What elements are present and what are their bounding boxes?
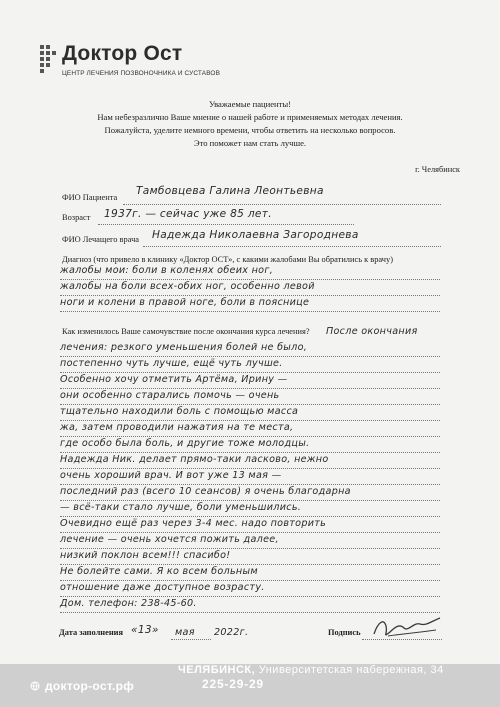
date-month-rule bbox=[171, 639, 211, 640]
footer-phone[interactable]: 225-29-29 bbox=[202, 677, 264, 691]
answer-line: Не болейте сами. Я ко всем больным bbox=[60, 566, 258, 577]
globe-icon bbox=[30, 681, 40, 691]
answer-line: лечение — очень хочется пожить далее, bbox=[60, 534, 279, 545]
clinic-subtitle: ЦЕНТР ЛЕЧЕНИЯ ПОЗВОНОЧНИКА И СУСТАВОВ bbox=[62, 70, 221, 77]
handwritten-signature bbox=[370, 614, 444, 642]
footer-street: Университетская набережная, 34 bbox=[258, 664, 444, 676]
answer-line: постепенно чуть лучше, ещё чуть лучше. bbox=[60, 358, 283, 369]
age-value: 1937г. — сейчас уже 85 лет. bbox=[104, 208, 272, 220]
spine-logo-icon bbox=[38, 44, 58, 74]
answer-line: Дом. телефон: 238-45-60. bbox=[60, 598, 197, 609]
answer-rule bbox=[60, 484, 440, 485]
city-label: г. Челябинск bbox=[415, 165, 460, 174]
signature-label: Подпись bbox=[328, 628, 361, 637]
answer-rule bbox=[60, 404, 440, 405]
intro-line-1: Нам небезразлично Ваше мнение о нашей работе и применяемых методах лечения. bbox=[97, 112, 403, 122]
answer-rule bbox=[60, 468, 440, 469]
diagnosis-rule-3 bbox=[60, 311, 440, 312]
answer-rule bbox=[60, 356, 440, 357]
answer-line: Надежда Ник. делает прямо-таки ласково, нежно bbox=[60, 454, 329, 465]
answer-line: где особо была боль, и другие тоже молодцы. bbox=[60, 438, 310, 449]
footer-website-link[interactable]: доктор-ост.рф bbox=[45, 679, 135, 693]
diagnosis-rule-2 bbox=[60, 295, 440, 296]
date-day: «13» bbox=[131, 624, 159, 636]
answer-rule bbox=[60, 452, 440, 453]
diagnosis-line-3: ноги и колени в правой ноге, боли в пояснице bbox=[60, 297, 310, 308]
date-label: Дата заполнения bbox=[59, 628, 123, 637]
answer-rule bbox=[60, 436, 440, 437]
answer-line: они особенно старались помочь — очень bbox=[60, 390, 280, 401]
patient-name-rule bbox=[123, 204, 441, 205]
answer-line: последний раз (всего 10 сеансов) я очень благодарна bbox=[60, 486, 351, 497]
answer-line: Очевидно ещё раз через 3-4 мес. надо повторить bbox=[60, 518, 327, 529]
answer-rule bbox=[60, 516, 440, 517]
answer-line: отношение даже доступное возрасту. bbox=[60, 582, 265, 593]
clinic-name: Доктор Ост bbox=[62, 42, 183, 65]
intro-greeting: Уважаемые пациенты! bbox=[208, 99, 292, 109]
answer-rule bbox=[60, 500, 440, 501]
answer-line: — всё-таки стало лучше, боли уменьшились. bbox=[60, 502, 302, 513]
diagnosis-rule-1 bbox=[60, 279, 440, 280]
answer-rule bbox=[60, 372, 440, 373]
answer-line: Особенно хочу отметить Артёма, Ирину — bbox=[60, 374, 288, 385]
answer-rule bbox=[60, 596, 440, 597]
answer-rule bbox=[60, 420, 440, 421]
age-rule bbox=[98, 224, 354, 225]
answer-line: жа, затем проводили нажатия на те места, bbox=[60, 422, 294, 433]
answer-line: лечения: резкого уменьшения болей не было, bbox=[60, 342, 308, 353]
doctor-name-value: Надежда Николаевна Загороднева bbox=[152, 229, 359, 241]
date-month: мая bbox=[175, 627, 195, 638]
doctor-name-rule bbox=[143, 246, 441, 247]
diagnosis-line-1: жалобы мои: боли в коленях обеих ног, bbox=[60, 265, 274, 276]
answer-rule bbox=[60, 564, 440, 565]
footer-address bbox=[178, 664, 444, 676]
answer-first-line: После окончания bbox=[326, 326, 418, 337]
diagnosis-line-2: жалобы на боли всех-обих ног, особенно левой bbox=[60, 281, 315, 292]
patient-name-label: ФИО Пациента bbox=[62, 193, 118, 202]
age-label: Возраст bbox=[62, 213, 91, 222]
intro-line-3: Это поможет нам стать лучше. bbox=[193, 138, 307, 148]
answer-rule bbox=[60, 532, 440, 533]
footer-city: ЧЕЛЯБИНСК, bbox=[178, 664, 256, 676]
answer-rule bbox=[60, 612, 440, 613]
patient-name-value: Тамбовцева Галина Леонтьевна bbox=[136, 185, 324, 197]
answer-line: очень хороший врач. И вот уже 13 мая — bbox=[60, 470, 282, 481]
answer-line: тщательно находили боль с помощью масса bbox=[60, 406, 299, 417]
answer-line: низкий поклон всем!!! спасибо! bbox=[60, 550, 231, 561]
date-year: 2022г. bbox=[214, 627, 249, 638]
answer-rule bbox=[60, 548, 440, 549]
answer-rule bbox=[60, 580, 440, 581]
intro-line-2: Пожалуйста, уделите немного времени, чтобы ответить на несколько вопросов. bbox=[104, 125, 396, 135]
clinic-logo bbox=[38, 44, 238, 84]
diagnosis-label: Диагноз (что привело в клинику «Доктор ОСТ», с какими жалобами Вы обратились к врачу) bbox=[62, 255, 393, 264]
question-label: Как изменилось Ваше самочувствие после окончания курса лечения? bbox=[62, 327, 310, 336]
doctor-name-label: ФИО Лечащего врача bbox=[62, 235, 139, 244]
answer-rule bbox=[60, 388, 440, 389]
